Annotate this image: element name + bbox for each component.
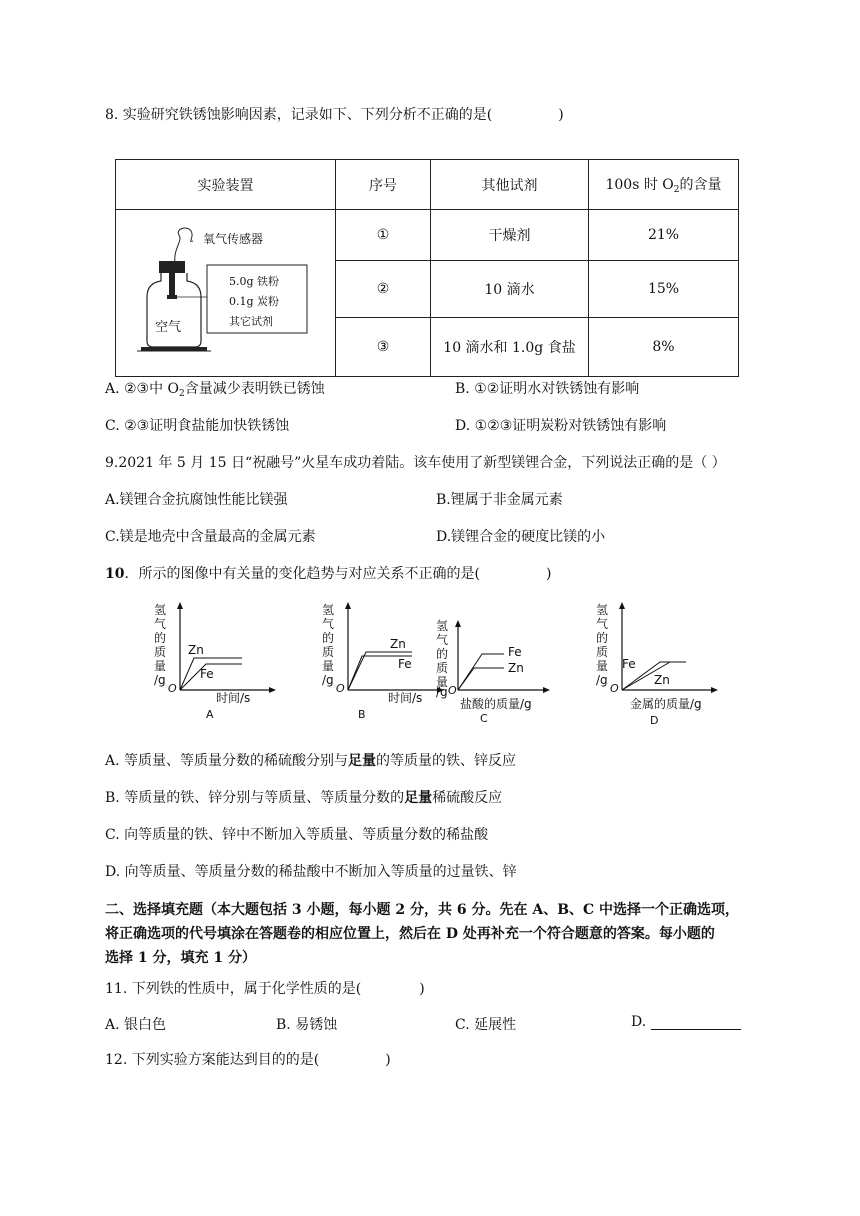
- ylabel-char: 质: [322, 645, 335, 659]
- section2-line-3: 选择 1 分，填充 1 分）: [105, 950, 256, 966]
- q8-option-c: C. ②③证明食盐能加快铁锈蚀: [105, 418, 290, 434]
- q8-stem: 8. 实验研究铁锈蚀影响因素，记录如下、下列分析不正确的是( ): [105, 107, 564, 123]
- q10-option-a: A. 等质量、等质量分数的稀硫酸分别与足量的等质量的铁、锌反应: [105, 753, 517, 769]
- graph-d-fe-label: Fe: [622, 657, 636, 671]
- q11-option-d: D.: [631, 1014, 741, 1030]
- ylabel-char: 氢: [436, 619, 449, 633]
- table-header-o2: 100s 时 $O_2$的含量: [589, 160, 739, 210]
- ylabel-char: 氢: [322, 603, 335, 617]
- graph-c-origin: O: [448, 684, 457, 697]
- graph-b-caption: B: [358, 708, 366, 721]
- q10-option-c: C. 向等质量的铁、锌中不断加入等质量、等质量分数的稀盐酸: [105, 827, 489, 843]
- q10-option-d: D. 向等质量、等质量分数的稀盐酸中不断加入等质量的过量铁、锌: [105, 864, 517, 880]
- graph-b-zn-label: Zn: [390, 637, 406, 651]
- graph-b-origin: O: [336, 682, 345, 695]
- air-label: 空气: [155, 320, 182, 335]
- row-number: ①: [336, 210, 431, 261]
- q9-option-d: D.镁锂合金的硬度比镁的小: [436, 529, 606, 545]
- ylabel-char: 量: [322, 659, 335, 673]
- graph-a-svg: [150, 600, 280, 725]
- graph-d: [592, 600, 722, 729]
- graph-c-fe-label: Fe: [508, 645, 522, 659]
- table-row: [116, 210, 739, 261]
- q10-option-b: B. 等质量的铁、锌分别与等质量、等质量分数的足量稀硫酸反应: [105, 790, 503, 806]
- ylabel-char: /g: [322, 673, 334, 687]
- q9-stem: 9.2021 年 5 月 15 日“祝融号”火星车成功着陆。该车使用了新型镁锂合金，下列说法正确的是（ ）: [105, 455, 726, 471]
- row-o2: 21%: [589, 210, 739, 261]
- row-reagent: 10 滴水和 1.0g 食盐: [431, 318, 589, 377]
- ylabel-char: 气: [322, 617, 335, 631]
- q11-option-a: A. 银白色: [105, 1017, 167, 1033]
- q11-answer-blank[interactable]: [651, 1015, 741, 1030]
- q8-option-d: D. ①②③证明炭粉对铁锈蚀有影响: [455, 418, 667, 434]
- graph-d-zn-label: Zn: [654, 673, 670, 687]
- ylabel-char: 氢: [154, 603, 167, 617]
- graph-b: [318, 600, 448, 729]
- apparatus-cell: [116, 210, 336, 377]
- box-line-1: 5.0g 铁粉: [229, 275, 280, 288]
- ylabel-char: 量: [154, 659, 167, 673]
- row-reagent: 干燥剂: [431, 210, 589, 261]
- row-o2: 15%: [589, 260, 739, 318]
- q8-experiment-table: [115, 159, 739, 377]
- q9-option-c: C.镁是地壳中含量最高的金属元素: [105, 529, 316, 545]
- ylabel-char: 的: [322, 631, 335, 645]
- q9-option-a: A.镁锂合金抗腐蚀性能比镁强: [105, 492, 288, 508]
- q11-stem: 11. 下列铁的性质中，属于化学性质的是( ): [105, 981, 425, 997]
- graph-c-xlabel: 盐酸的质量/g: [460, 697, 532, 711]
- graph-d-xlabel: 金属的质量/g: [630, 697, 702, 711]
- ylabel-char: 气: [154, 617, 167, 631]
- table-header-reagent: 其他试剂: [431, 160, 589, 210]
- graph-b-fe-label: Fe: [398, 657, 412, 671]
- table-header-number: 序号: [336, 160, 431, 210]
- graph-c-svg: [432, 616, 562, 726]
- graph-a: [150, 600, 280, 729]
- graph-a-origin: O: [168, 682, 177, 695]
- q11-option-c: C. 延展性: [455, 1017, 517, 1033]
- ylabel-char: 量: [436, 675, 449, 689]
- graph-a-fe-label: Fe: [200, 667, 214, 681]
- ylabel-char: /g: [436, 685, 448, 699]
- graph-d-caption: D: [650, 714, 659, 725]
- section2-line-2: 将正确选项的代号填涂在答题卷的相应位置上，然后在 D 处再补充一个符合题意的答案。每小题的: [105, 926, 715, 942]
- ylabel-char: /g: [154, 673, 166, 687]
- ylabel-char: 质: [154, 645, 167, 659]
- box-line-3: 其它试剂: [229, 315, 273, 328]
- row-number: ③: [336, 318, 431, 377]
- graph-c-zn-label: Zn: [508, 661, 524, 675]
- section2-line-1: 二、选择填充题（本大题包括 3 小题，每小题 2 分，共 6 分。先在 A、B、C 中选择一个正确选项，: [105, 902, 740, 918]
- apparatus-diagram: [117, 211, 333, 375]
- ylabel-char: /g: [596, 673, 608, 687]
- graph-d-origin: O: [610, 682, 619, 695]
- q8-option-b: B. ①②证明水对铁锈蚀有影响: [455, 381, 640, 397]
- row-reagent: 10 滴水: [431, 260, 589, 318]
- ylabel-char: 质: [436, 661, 449, 675]
- graph-d-svg: [592, 600, 722, 725]
- ylabel-char: 气: [596, 617, 609, 631]
- graph-c-caption: C: [480, 712, 488, 725]
- sensor-label: 氧气传感器: [203, 232, 264, 246]
- graph-b-xlabel: 时间/s: [388, 691, 423, 705]
- ylabel-char: 的: [436, 647, 449, 661]
- graph-a-caption: A: [206, 708, 214, 721]
- ylabel-char: 气: [436, 633, 449, 647]
- graph-a-xlabel: 时间/s: [216, 691, 251, 705]
- q9-option-b: B.锂属于非金属元素: [436, 492, 563, 508]
- ylabel-char: 的: [154, 631, 167, 645]
- ylabel-char: 质: [596, 645, 609, 659]
- graph-c: [432, 616, 562, 730]
- q10-stem: 10．所示的图像中有关量的变化趋势与对应关系不正确的是( ): [105, 566, 552, 582]
- graph-a-zn-label: Zn: [188, 643, 204, 657]
- ylabel-char: 的: [596, 631, 609, 645]
- box-line-2: 0.1g 炭粉: [229, 295, 280, 308]
- ylabel-char: 氢: [596, 603, 609, 617]
- q12-stem: 12. 下列实验方案能达到目的的是( ): [105, 1052, 391, 1068]
- row-o2: 8%: [589, 318, 739, 377]
- graph-b-svg: [318, 600, 448, 725]
- table-header-apparatus: 实验装置: [116, 160, 336, 210]
- q11-option-b: B. 易锈蚀: [276, 1017, 338, 1033]
- q8-option-a: A. ②③中 $O_2$含量减少表明铁已锈蚀: [105, 381, 325, 399]
- row-number: ②: [336, 260, 431, 318]
- ylabel-char: 量: [596, 659, 609, 673]
